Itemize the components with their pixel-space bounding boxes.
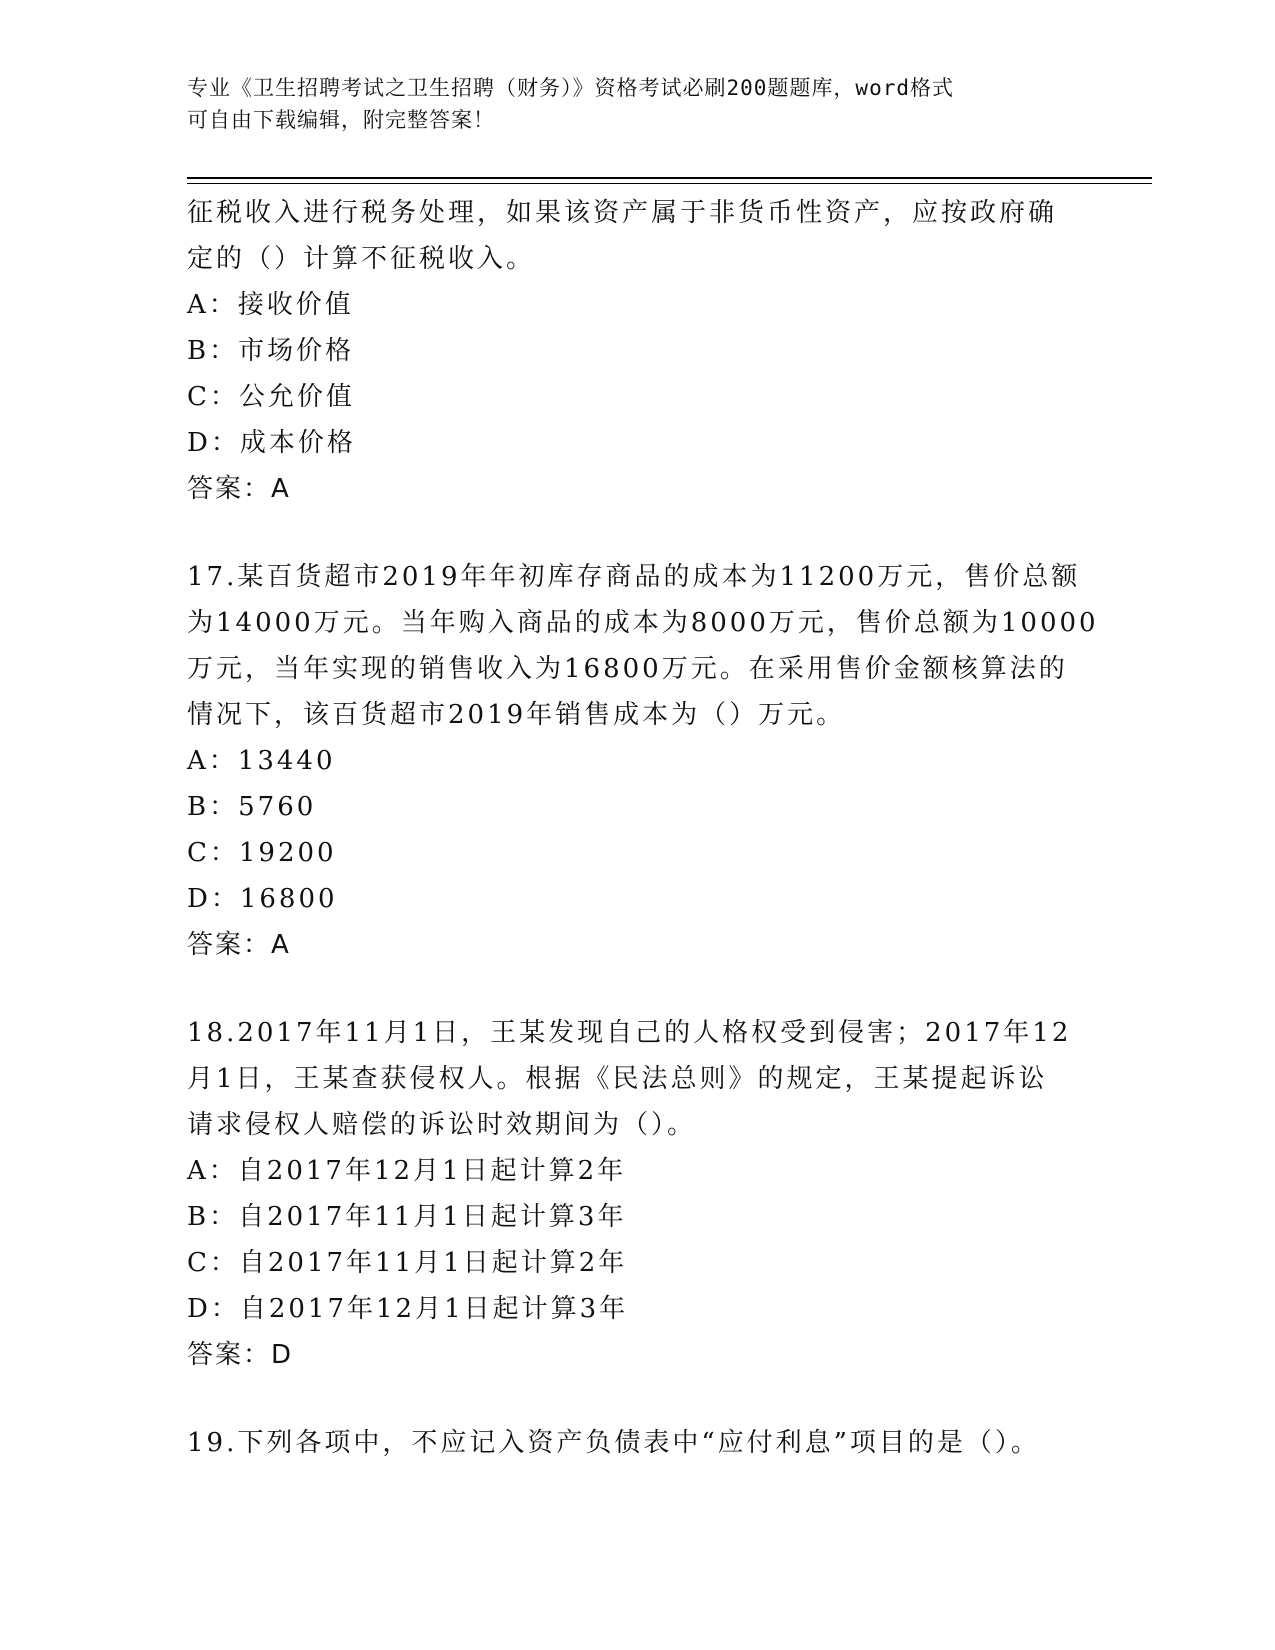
- option-b: B：市场价格: [187, 336, 355, 366]
- spacer: [187, 968, 1087, 1010]
- answer-line: 答案：A: [187, 930, 291, 960]
- question-17: [187, 554, 1099, 968]
- option-a: A：接收价值: [187, 290, 354, 320]
- option-c: C：公允价值: [187, 382, 355, 412]
- option-a: A：13440: [187, 746, 336, 776]
- question-18: [187, 1010, 1087, 1378]
- answer-line: 答案：D: [187, 1340, 294, 1370]
- header-divider-bottom: [187, 183, 1152, 184]
- answer-line: 答案：A: [187, 474, 291, 504]
- option-d: D：自2017年12月1日起计算3年: [187, 1294, 629, 1324]
- question-stem: 情况下，该百货超市2019年销售成本为（）万元。: [187, 700, 846, 730]
- option-d: D：16800: [187, 884, 338, 914]
- question-stem: 征税收入进行税务处理，如果该资产属于非货币性资产，应按政府确: [187, 198, 1058, 228]
- header-title-line2: 可自由下载编辑，附完整答案！: [187, 108, 495, 132]
- header-divider-top: [187, 177, 1152, 179]
- document-header: [187, 72, 1067, 136]
- question-stem: 19.下列各项中，不应记入资产负债表中“应付利息”项目的是（）。: [187, 1428, 1040, 1458]
- question-stem: 18.2017年11月1日，王某发现自己的人格权受到侵害；2017年12: [187, 1018, 1072, 1048]
- header-title-line1: 专业《卫生招聘考试之卫生招聘（财务）》资格考试必刷200题题库，word格式: [187, 76, 954, 100]
- option-c: C：自2017年11月1日起计算2年: [187, 1248, 628, 1278]
- spacer: [187, 512, 1087, 554]
- option-c: C：19200: [187, 838, 337, 868]
- question-19: [187, 1420, 1087, 1466]
- option-a: A：自2017年12月1日起计算2年: [187, 1156, 627, 1186]
- question-stem: 17.某百货超市2019年年初库存商品的成本为11200万元，售价总额: [187, 562, 1081, 592]
- question-stem: 月1日，王某查获侵权人。根据《民法总则》的规定，王某提起诉讼: [187, 1064, 1048, 1094]
- option-d: D：成本价格: [187, 428, 356, 458]
- question-stem: 请求侵权人赔偿的诉讼时效期间为（）。: [187, 1110, 697, 1140]
- spacer: [187, 1378, 1087, 1420]
- question-list: [187, 190, 1099, 1466]
- option-b: B：自2017年11月1日起计算3年: [187, 1202, 627, 1232]
- question-stem: 为14000万元。当年购入商品的成本为8000万元，售价总额为10000: [187, 608, 1099, 638]
- option-b: B：5760: [187, 792, 317, 822]
- question-stem: 定的（）计算不征税收入。: [187, 244, 536, 274]
- question-stem: 万元，当年实现的销售收入为16800万元。在采用售价金额核算法的: [187, 654, 1068, 684]
- question-16: [187, 190, 1087, 512]
